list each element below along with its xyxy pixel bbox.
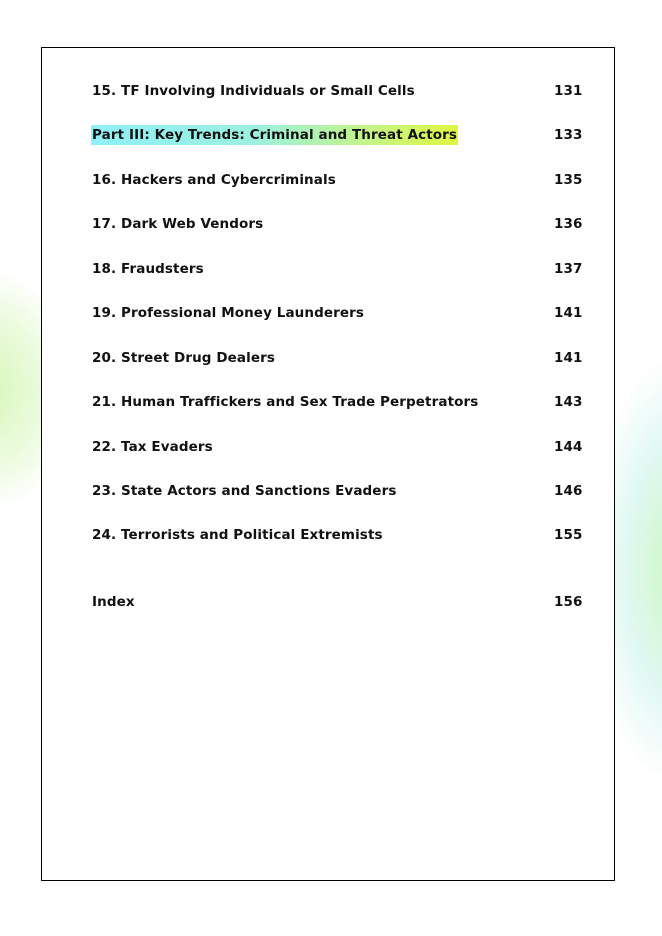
toc-entry-title: 17. Dark Web Vendors [92,216,264,232]
toc-entry-title: 20. Street Drug Dealers [92,350,276,366]
toc-entry[interactable] [92,481,583,501]
toc-entry[interactable] [92,392,583,412]
toc-entry[interactable] [92,170,583,190]
toc-entry-page-number: 141 [554,305,583,321]
toc-entry-page-number: 144 [554,439,583,455]
toc-entry[interactable] [92,303,583,323]
toc-entry[interactable] [92,214,583,234]
toc-entry[interactable] [92,81,583,101]
toc-entry-page-number: 131 [554,83,583,99]
toc-part-heading-title: Part III: Key Trends: Criminal and Threat Actors [92,127,458,143]
toc-index-title: Index [92,594,135,610]
toc-page [41,47,615,881]
toc-entry-page-number: 136 [554,216,583,232]
toc-entry-page-number: 143 [554,394,583,410]
toc-entry-title: 24. Terrorists and Political Extremists [92,527,383,543]
toc-entry[interactable] [92,348,583,368]
toc-entry-title: 21. Human Traffickers and Sex Trade Perpetrators [92,394,479,410]
toc-entry[interactable] [92,259,583,279]
toc-index-entry[interactable] [92,592,583,612]
toc-entry-title: 16. Hackers and Cybercriminals [92,172,336,188]
toc-entry-page-number: 155 [554,527,583,543]
toc-entry-page-number: 133 [554,127,583,143]
toc-entry[interactable] [92,437,583,457]
toc-entry-title: 18. Fraudsters [92,261,204,277]
toc-entry[interactable] [92,525,583,545]
toc-entry-page-number: 156 [554,594,583,610]
toc-entry-page-number: 137 [554,261,583,277]
toc-entry-page-number: 141 [554,350,583,366]
toc-entry-title: 22. Tax Evaders [92,439,213,455]
toc-entry-title: 19. Professional Money Launderers [92,305,365,321]
toc-entry-page-number: 146 [554,483,583,499]
toc-part-heading[interactable] [92,125,583,145]
toc-entry-page-number: 135 [554,172,583,188]
toc-entry-title: 23. State Actors and Sanctions Evaders [92,483,397,499]
toc-entry-title: 15. TF Involving Individuals or Small Cells [92,83,415,99]
